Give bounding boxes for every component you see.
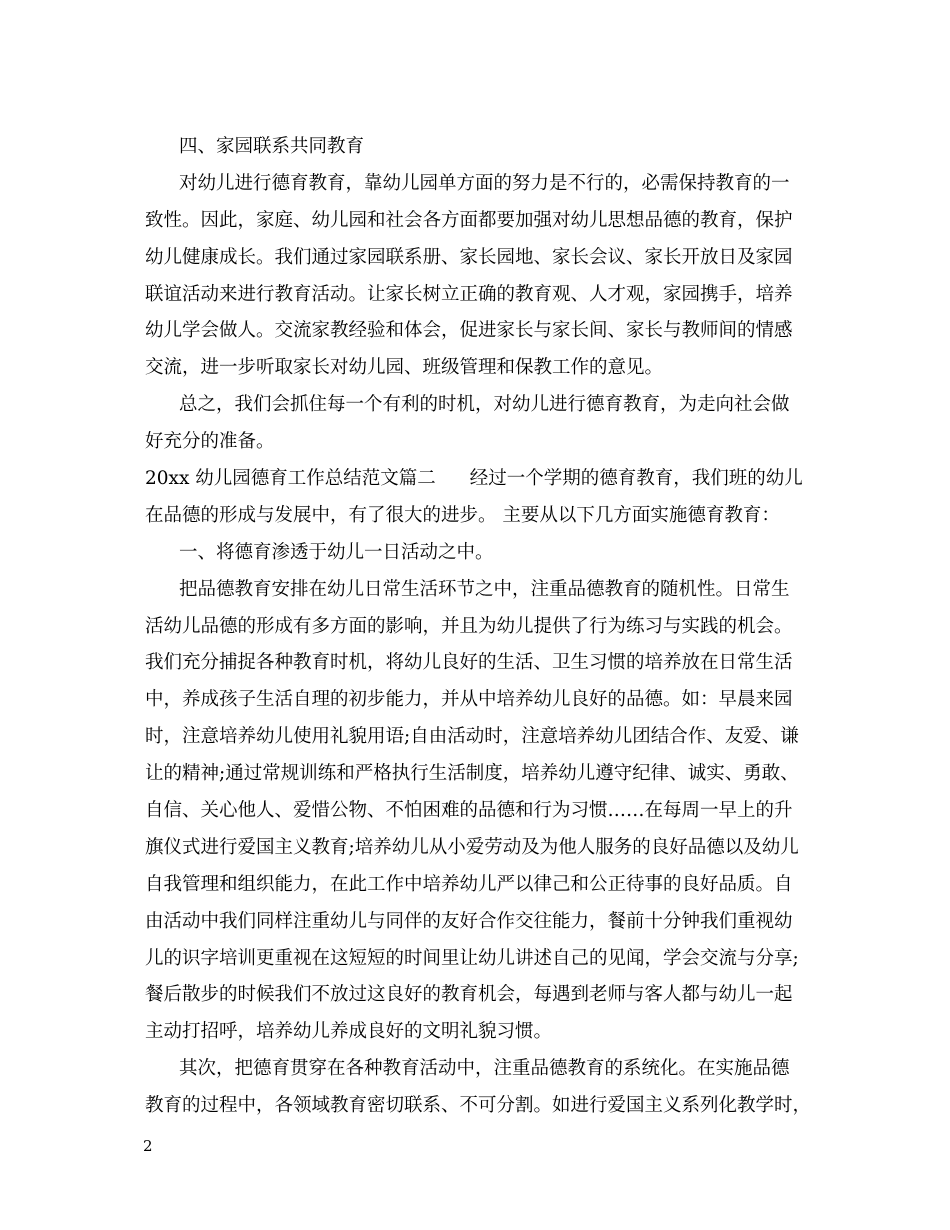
text-line-content: 对幼儿进行德育教育，靠幼儿园单方面的努力是不行的，必需保持教育的一: [179, 172, 790, 194]
text-line-content: 交流，进一步听取家长对幼儿园、班级管理和保教工作的意见。: [145, 357, 664, 379]
text-line: [145, 609, 805, 646]
text-line-content: 在品德的形成与发展中，有了很大的进步。 主要从以下几方面实施德育教育：: [145, 504, 780, 526]
text-line-content: 活幼儿品德的形成有多方面的影响，并且为幼儿提供了行为练习与实践的机会。: [145, 615, 793, 637]
text-line: [145, 350, 805, 387]
text-line-content: 教育的过程中，各领域教育密切联系、不可分割。如进行爱国主义系列化教学时，: [145, 1095, 812, 1117]
page-number: 2: [143, 1137, 153, 1155]
text-line: [145, 129, 805, 166]
text-line: [145, 793, 805, 830]
text-line: [145, 904, 805, 941]
text-line-content: 旗仪式进行爱国主义教育;培养幼儿从小爱劳动及为他人服务的良好品德以及幼儿: [145, 836, 799, 858]
text-line-content: 由活动中我们同样注重幼儿与同伴的友好合作交往能力，餐前十分钟我们重视幼: [145, 910, 793, 932]
text-line: [145, 830, 805, 867]
text-line-continuation: 经过一个学期的德育教育，我们班的幼儿: [469, 468, 803, 490]
text-line: [145, 867, 805, 904]
text-line-content: 联谊活动来进行教育活动。让家长树立正确的教育观、人才观，家园携手，培养: [145, 283, 793, 305]
text-line: [145, 1088, 812, 1125]
text-line: [145, 756, 805, 793]
text-line-content: 餐后散步的时候我们不放过这良好的教育机会，每遇到老师与客人都与幼儿一起: [145, 984, 793, 1006]
text-line-content: 主动打招呼，培养幼儿养成良好的文明礼貌习惯。: [145, 1021, 553, 1043]
text-line: [145, 977, 805, 1014]
text-line: [145, 572, 805, 609]
text-line-content: 四、家园联系共同教育: [179, 136, 365, 157]
text-line: [145, 645, 805, 682]
text-line: [145, 166, 805, 203]
text-line: [145, 682, 805, 719]
text-line: [145, 203, 805, 240]
text-line-content: 总之，我们会抓住每一个有利的时机，对幼儿进行德育教育，为走向社会做: [179, 394, 790, 416]
text-line-content: 自信、关心他人、爱惜公物、不怕困难的品德和行为习惯……在每周一早上的升: [145, 800, 793, 822]
text-line-content: 我们充分捕捉各种教育时机，将幼儿良好的生活、卫生习惯的培养放在日常生活: [145, 652, 793, 674]
text-line: [145, 941, 805, 978]
text-line: [145, 461, 805, 498]
text-line-content: 时，注意培养幼儿使用礼貌用语;自由活动时，注意培养幼儿团结合作、友爱、谦: [145, 726, 799, 748]
text-line-content: 20xx 幼儿园德育工作总结范文篇二: [145, 468, 436, 490]
text-line: [145, 387, 805, 424]
text-line: [145, 240, 805, 277]
text-line: [145, 1051, 805, 1088]
text-line-content: 让的精神;通过常规训练和严格执行生活制度，培养幼儿遵守纪律、诚实、勇敢、: [145, 763, 799, 785]
document-body: [145, 129, 812, 1125]
text-line-content: 中，养成孩子生活自理的初步能力，并从中培养幼儿良好的品德。如：早晨来园: [145, 689, 793, 711]
text-line: [145, 535, 805, 572]
text-line-content: 自我管理和组织能力，在此工作中培养幼儿严以律己和公正待事的良好品质。自: [145, 873, 793, 895]
text-line-content: 儿的识字培训更重视在这短短的时间里让幼儿讲述自己的见闻，学会交流与分享;: [145, 947, 799, 969]
text-line-content: 一、将德育渗透于幼儿一日活动之中。: [179, 541, 494, 563]
text-line-content: 致性。因此，家庭、幼儿园和社会各方面都要加强对幼儿思想品德的教育，保护: [145, 209, 793, 231]
text-line: [145, 424, 805, 461]
text-line-content: 其次，把德育贯穿在各种教育活动中，注重品德教育的系统化。在实施品德: [179, 1058, 790, 1080]
text-line: [145, 313, 805, 350]
text-line-content: 幼儿健康成长。我们通过家园联系册、家长园地、家长会议、家长开放日及家园: [145, 246, 793, 268]
text-line: [145, 277, 805, 314]
text-line-content: 好充分的准备。: [145, 431, 275, 453]
text-line: [145, 498, 805, 535]
text-line-content: 幼儿学会做人。交流家教经验和体会，促进家长与家长间、家长与教师间的情感: [145, 320, 793, 342]
text-line: [145, 719, 805, 756]
text-line: [145, 1014, 805, 1051]
text-line-content: 把品德教育安排在幼儿日常生活环节之中，注重品德教育的随机性。日常生: [179, 578, 790, 600]
